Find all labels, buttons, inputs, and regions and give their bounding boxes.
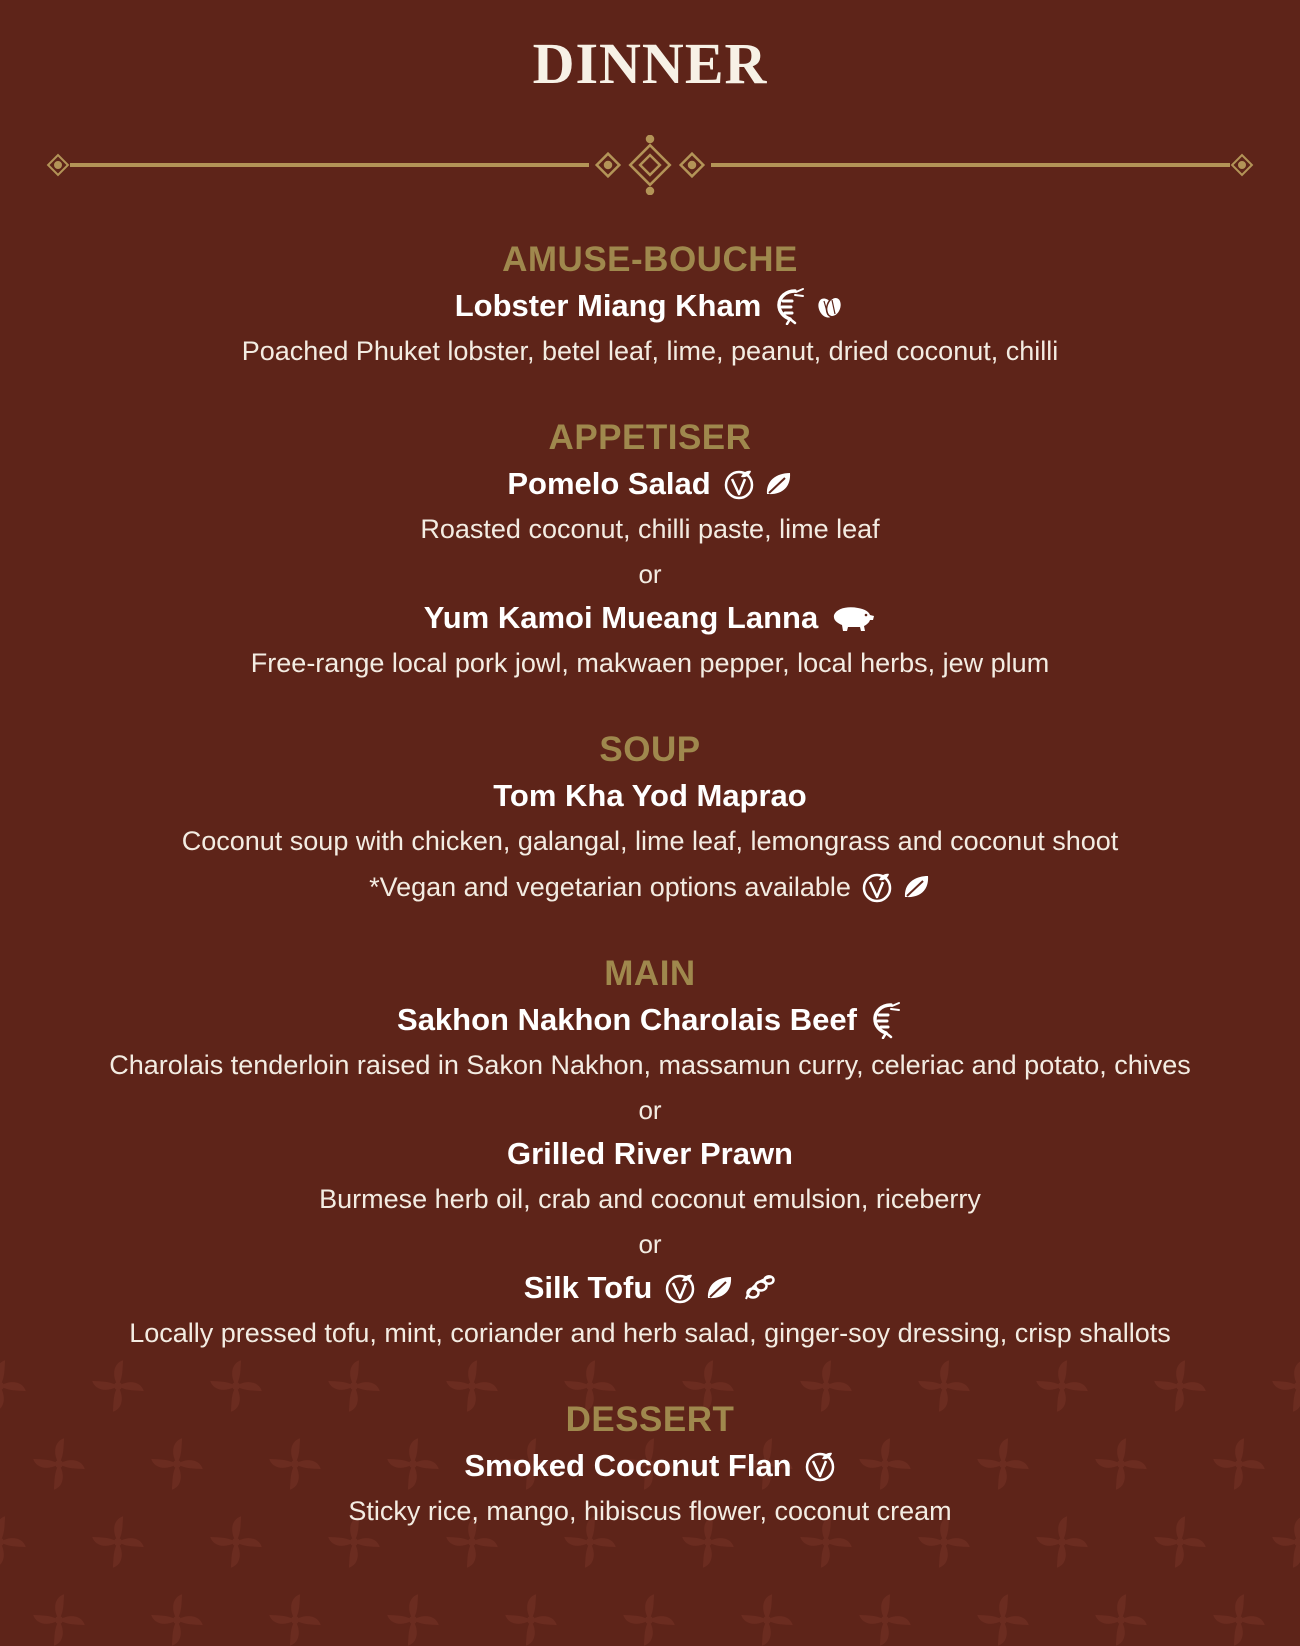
or-separator: or xyxy=(638,1095,662,1125)
dietary-icons xyxy=(773,287,845,325)
section-title: SOUP xyxy=(599,730,701,769)
pattern-flower xyxy=(268,1593,323,1646)
dish-name-text: Silk Tofu xyxy=(523,1270,653,1305)
vegan-icon xyxy=(723,467,755,501)
pattern-flower xyxy=(622,1593,677,1646)
dish-name-text: Smoked Coconut Flan xyxy=(464,1448,792,1483)
dish-description: Poached Phuket lobster, betel leaf, lime, peanut, dried coconut, chilli xyxy=(241,336,1059,366)
dish-name xyxy=(0,1132,1300,1176)
dish-note-text: *Vegan and vegetarian options available xyxy=(369,872,851,902)
dish-name-text: Pomelo Salad xyxy=(507,466,711,501)
menu-sections xyxy=(0,236,1300,1574)
pattern-flower xyxy=(1212,1593,1267,1646)
dish-name xyxy=(0,284,1300,328)
pattern-flower xyxy=(386,1593,441,1646)
dietary-icons xyxy=(830,603,876,633)
pattern-flower xyxy=(150,1593,205,1646)
dish-name-text: Sakhon Nakhon Charolais Beef xyxy=(397,1002,857,1037)
dish-description: Sticky rice, mango, hibiscus flower, coconut cream xyxy=(348,1496,952,1526)
dish-name xyxy=(0,1444,1300,1488)
vegetarian-leaf-icon xyxy=(901,873,931,901)
pattern-flower xyxy=(504,1593,559,1646)
dish-description: Coconut soup with chicken, galangal, lime leaf, lemongrass and coconut shoot xyxy=(181,826,1119,856)
ornamental-divider xyxy=(44,135,1256,195)
dish-name xyxy=(0,462,1300,506)
dish-description: Charolais tenderloin raised in Sakon Nakhon, massamun curry, celeriac and potato, chives xyxy=(109,1050,1191,1080)
section-title: DESSERT xyxy=(565,1400,735,1439)
dish-note xyxy=(0,864,1300,910)
section-title: MAIN xyxy=(604,954,696,993)
dish-name-text: Tom Kha Yod Maprao xyxy=(493,778,807,813)
dish-name-text: Grilled River Prawn xyxy=(507,1136,793,1171)
or-separator: or xyxy=(638,1229,662,1259)
dish-description: Burmese herb oil, crab and coconut emulsion, riceberry xyxy=(319,1184,981,1214)
dish-description: Roasted coconut, chilli paste, lime leaf xyxy=(420,514,880,544)
dish-name xyxy=(0,1266,1300,1310)
dish-name-text: Lobster Miang Kham xyxy=(454,288,762,323)
dish-name xyxy=(0,998,1300,1042)
dish-name-text: Yum Kamoi Mueang Lanna xyxy=(423,600,819,635)
shellfish-icon xyxy=(869,1001,903,1039)
pattern-flower xyxy=(976,1593,1031,1646)
soy-icon xyxy=(742,1273,776,1303)
menu-section xyxy=(0,236,1300,374)
or-separator: or xyxy=(638,559,662,589)
pork-icon xyxy=(830,603,876,633)
dietary-icons xyxy=(723,467,793,501)
nut-icon xyxy=(815,292,845,320)
pattern-flower xyxy=(1094,1593,1149,1646)
pattern-flower xyxy=(858,1593,913,1646)
dish-description: Free-range local pork jowl, makwaen pepper, local herbs, jew plum xyxy=(250,648,1050,678)
dietary-icons xyxy=(664,1271,776,1305)
pattern-flower xyxy=(740,1593,795,1646)
pattern-flower xyxy=(32,1593,87,1646)
menu-section xyxy=(0,414,1300,686)
menu-section xyxy=(0,726,1300,910)
vegan-icon xyxy=(861,870,893,904)
dish-description: Locally pressed tofu, mint, coriander and herb salad, ginger-soy dressing, crisp shallots xyxy=(129,1318,1171,1348)
section-title: AMUSE-BOUCHE xyxy=(502,240,798,279)
dish-name xyxy=(0,774,1300,818)
menu-section xyxy=(0,950,1300,1356)
dietary-icons xyxy=(804,1449,836,1483)
page-title: DINNER xyxy=(532,31,768,96)
dish-name xyxy=(0,596,1300,640)
dietary-icons xyxy=(861,870,931,904)
shellfish-icon xyxy=(773,287,807,325)
dietary-icons xyxy=(869,1001,903,1039)
vegetarian-leaf-icon xyxy=(704,1274,734,1302)
vegan-icon xyxy=(804,1449,836,1483)
vegetarian-leaf-icon xyxy=(763,470,793,498)
vegan-icon xyxy=(664,1271,696,1305)
section-title: APPETISER xyxy=(548,418,752,457)
menu-section xyxy=(0,1396,1300,1534)
